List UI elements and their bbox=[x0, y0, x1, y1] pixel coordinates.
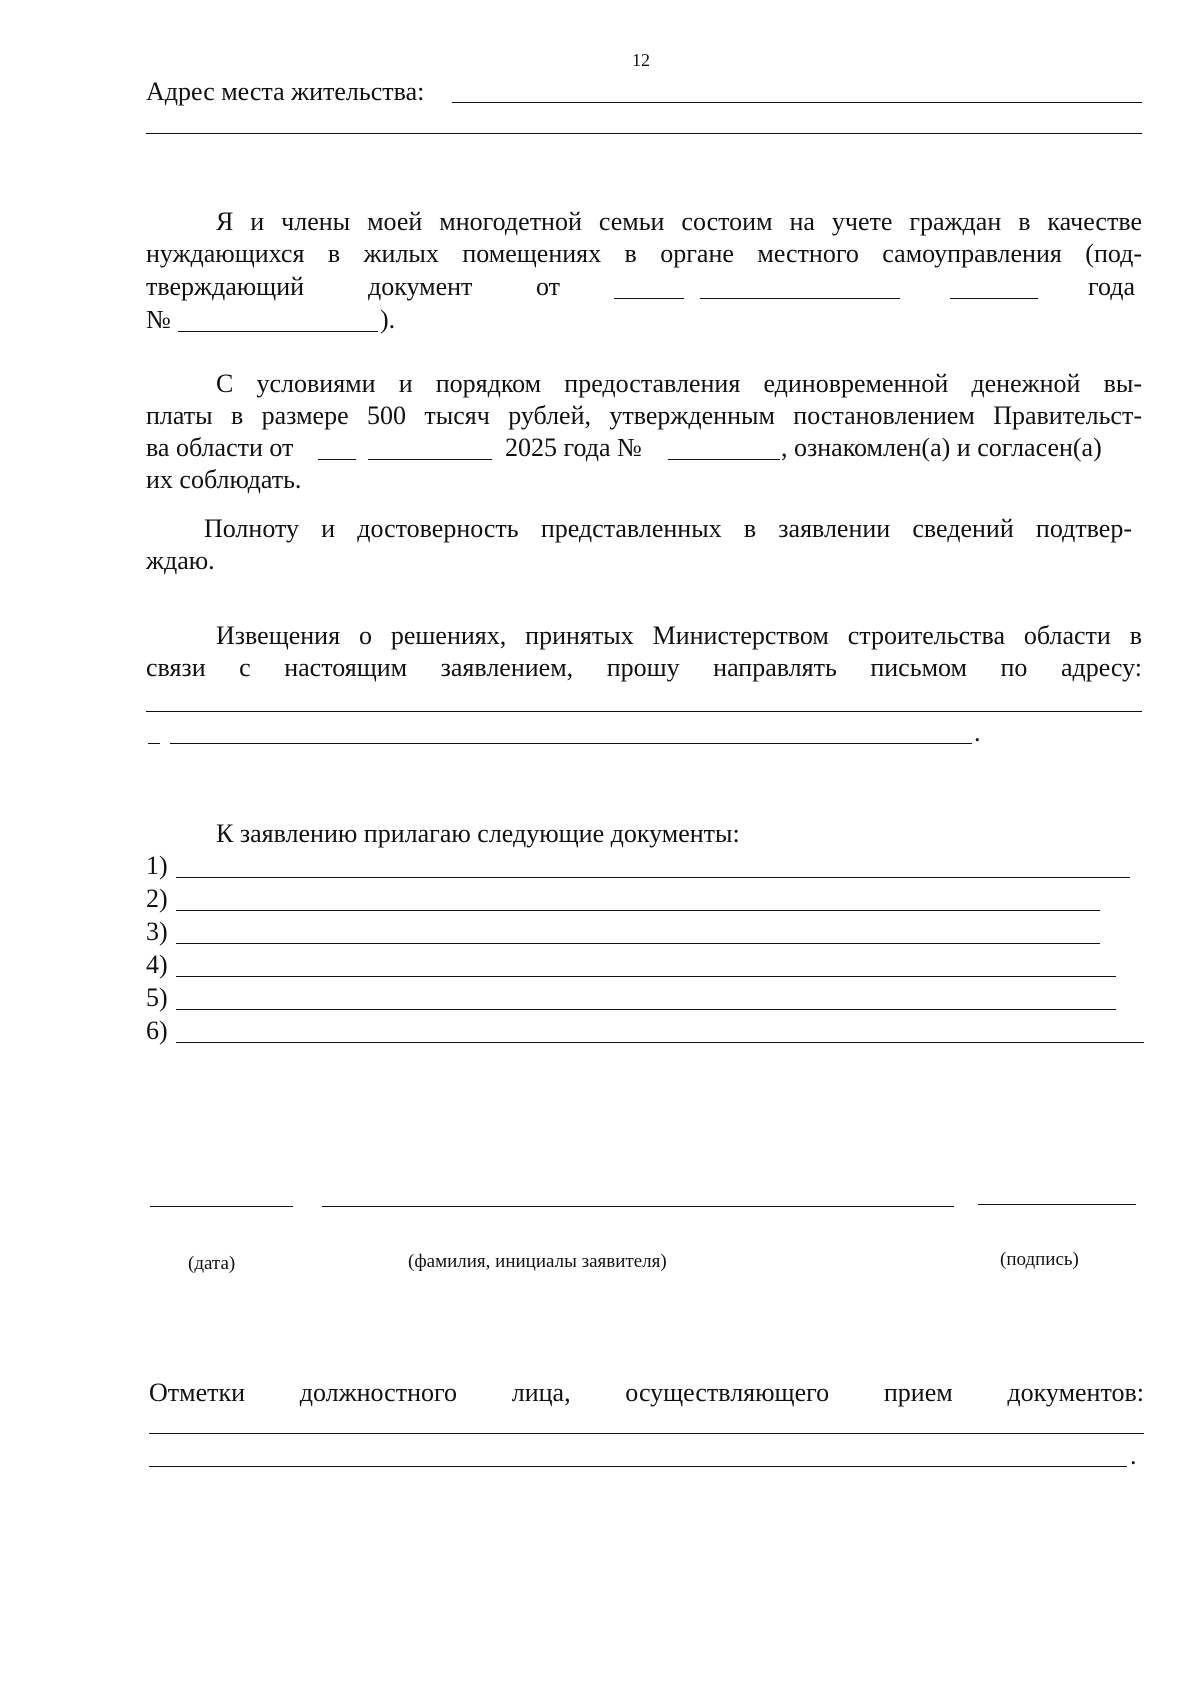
para1-word-year: года bbox=[1088, 272, 1136, 301]
para2-line4: их соблюдать. bbox=[146, 465, 302, 494]
doc-date-year-field[interactable] bbox=[950, 298, 1038, 299]
official-marks-label: Отметки должностного лица, осуществляющего прием документов: bbox=[149, 1378, 1144, 1407]
attachment-field-1[interactable] bbox=[176, 877, 1130, 878]
official-marks-line-1[interactable] bbox=[149, 1433, 1144, 1434]
notice-address-line-1[interactable] bbox=[146, 711, 1142, 712]
para1-close: ). bbox=[380, 305, 396, 334]
attachment-number-2: 2) bbox=[146, 884, 168, 913]
para4-line1: Извещения о решениях, принятых Министерством строительства области в bbox=[216, 621, 1142, 650]
applicant-name-caption: (фамилия, инициалы заявителя) bbox=[408, 1251, 667, 1272]
para1-line1: Я и члены моей многодетной семьи состоим на учете граждан в качестве bbox=[216, 207, 1142, 236]
doc-number-field[interactable] bbox=[178, 331, 378, 332]
attachment-number-3: 3) bbox=[146, 917, 168, 946]
para3-line1: Полноту и достоверность представленных в заявлении сведений подтвер- bbox=[204, 514, 1132, 543]
date-caption: (дата) bbox=[188, 1253, 236, 1274]
address-field-line-1[interactable] bbox=[452, 102, 1142, 103]
attachment-field-3[interactable] bbox=[176, 943, 1100, 944]
attachment-number-4: 4) bbox=[146, 950, 168, 979]
signature-caption: (подпись) bbox=[1000, 1249, 1079, 1270]
doc-date-day-field[interactable] bbox=[614, 298, 684, 299]
applicant-name-field[interactable] bbox=[322, 1206, 954, 1207]
notice-address-line-2[interactable] bbox=[170, 743, 972, 744]
doc-date-month-field[interactable] bbox=[700, 298, 900, 299]
para2-line2: платы в размере 500 тысяч рублей, утвержденным постановлением Правительст- bbox=[146, 401, 1142, 430]
attachment-field-4[interactable] bbox=[176, 976, 1116, 977]
decree-month-field[interactable] bbox=[368, 459, 492, 460]
attachment-number-6: 6) bbox=[146, 1016, 168, 1045]
official-marks-line-2[interactable] bbox=[149, 1466, 1127, 1467]
para3-line2: ждаю. bbox=[146, 546, 215, 575]
para1-number-sign: № bbox=[146, 305, 171, 334]
attachment-number-1: 1) bbox=[146, 851, 168, 880]
para1-line2: нуждающихся в жилых помещениях в органе местного самоуправления (под- bbox=[146, 239, 1142, 268]
address-field-line-2[interactable] bbox=[146, 133, 1142, 134]
attachment-field-2[interactable] bbox=[176, 910, 1100, 911]
attachment-field-6[interactable] bbox=[176, 1042, 1144, 1043]
page-number: 12 bbox=[632, 50, 650, 70]
decree-number-field[interactable] bbox=[668, 459, 780, 460]
address-label: Адрес места жительства: bbox=[146, 77, 425, 106]
para1-word-from: от bbox=[536, 272, 561, 301]
para4-line2: связи с настоящим заявлением, прошу направлять письмом по адресу: bbox=[146, 653, 1142, 682]
attachment-field-5[interactable] bbox=[176, 1009, 1116, 1010]
para2-line3-start: ва области от bbox=[146, 433, 294, 462]
notice-address-line-2-dash[interactable] bbox=[148, 743, 160, 744]
para2-line3-end: , ознакомлен(а) и согласен(а) bbox=[781, 433, 1102, 462]
attachments-heading: К заявлению прилагаю следующие документы: bbox=[216, 819, 740, 848]
para1-word-document: документ bbox=[368, 272, 473, 301]
date-field[interactable] bbox=[150, 1206, 293, 1207]
notice-address-end-dot: . bbox=[974, 718, 981, 747]
attachment-number-5: 5) bbox=[146, 983, 168, 1012]
para2-line1: С условиями и порядком предоставления единовременной денежной вы- bbox=[216, 369, 1142, 398]
para1-word-confirming: тверждающий bbox=[146, 272, 305, 301]
signature-field[interactable] bbox=[978, 1204, 1136, 1205]
para2-line3-year: 2025 года № bbox=[505, 433, 642, 462]
decree-day-field[interactable] bbox=[318, 459, 356, 460]
official-marks-end-dot: . bbox=[1130, 1441, 1137, 1470]
